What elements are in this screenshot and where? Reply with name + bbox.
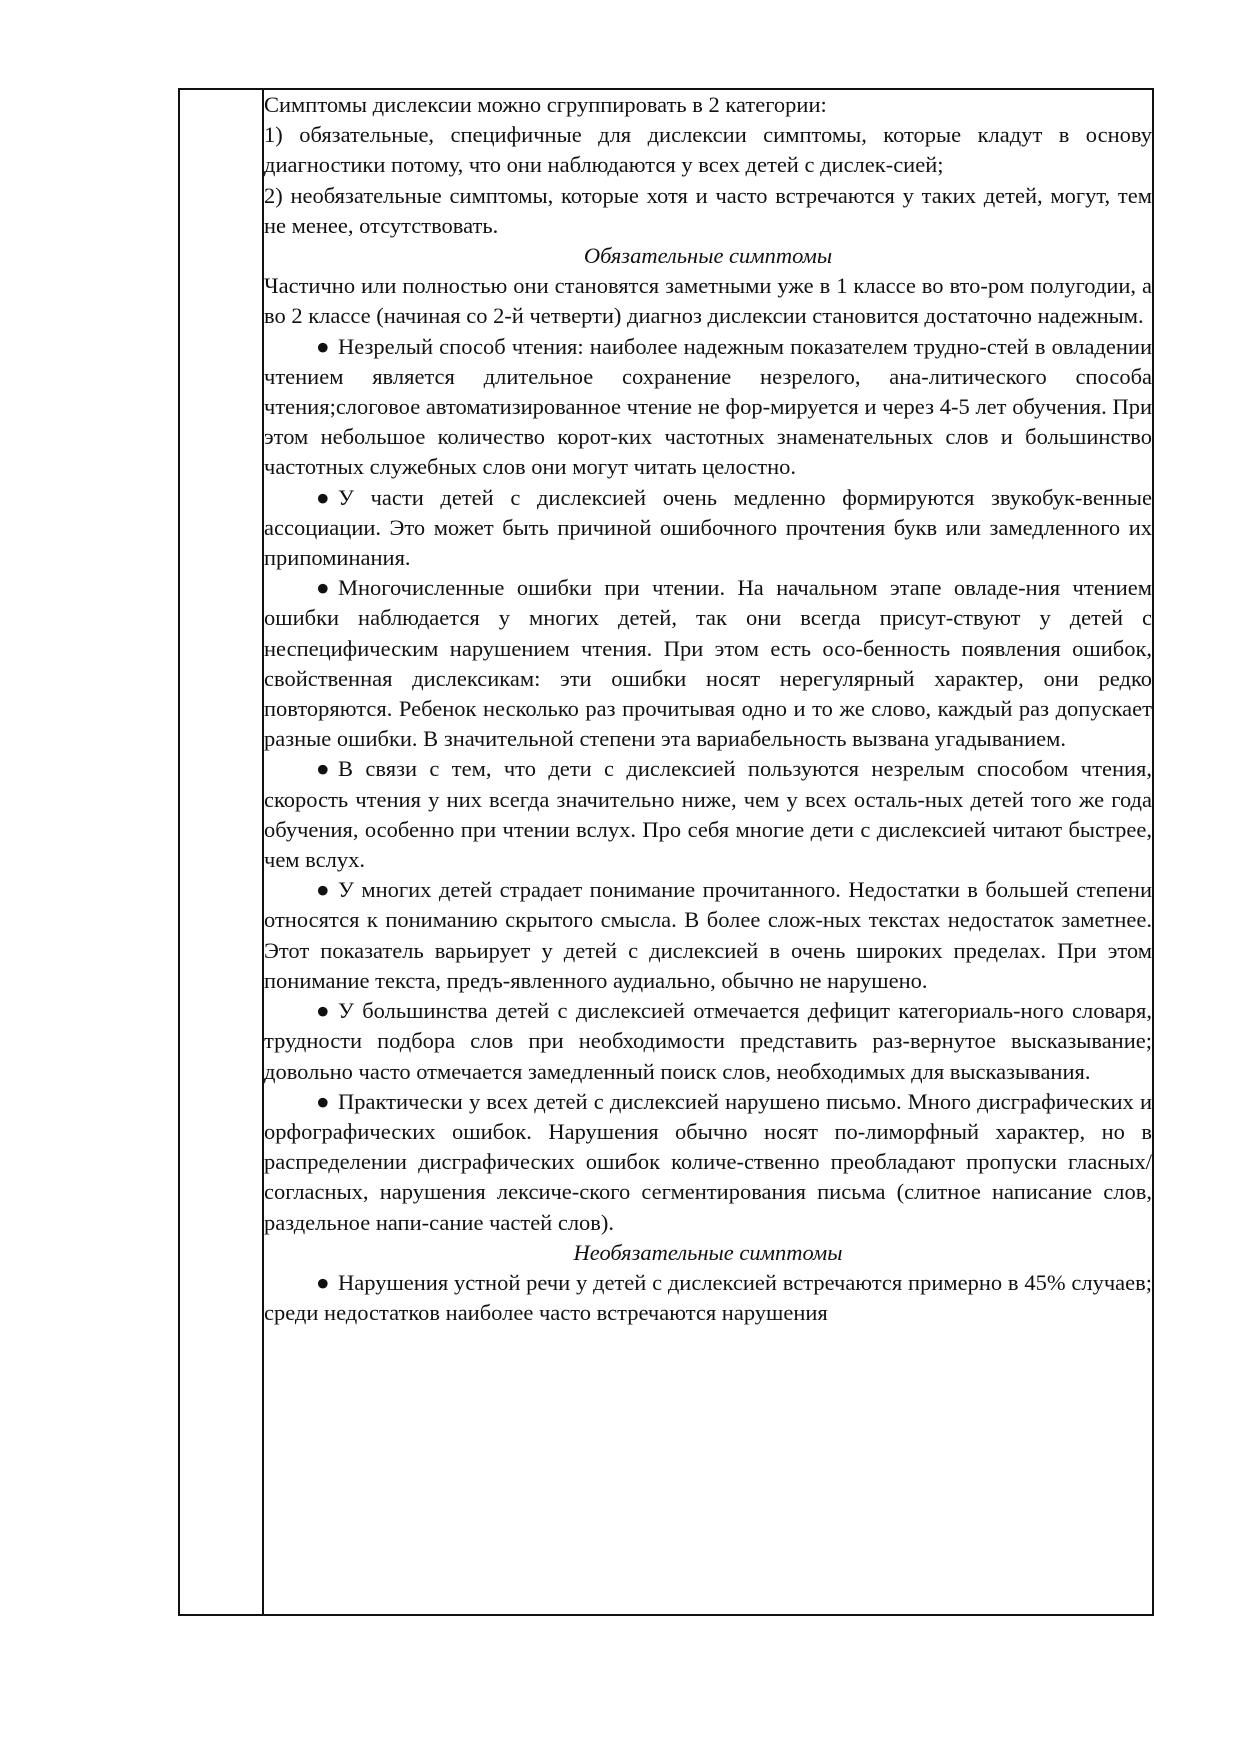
intro-line-1: Симптомы дислексии можно сгруппировать в 2 категории: [264,92,827,117]
list-item [264,754,1152,875]
list-item-text: У многих детей страдает понимание прочитанного. Недостатки в большей степени относятся к пониманию скрытого смысла. В более слож-ных текстах недостаток заметнее. Этот показатель варьирует у детей с дислексией в очень широких пределах. При этом понимание текста, предъ-явленного аудиально, обычно не нарушено. [264,877,1152,993]
document-body [264,90,1152,1328]
list-item [264,483,1152,574]
intro-line-2: 1) обязательные, специфичные для дислексии симптомы, которые кладут в основу диагностики потому, что они наблюдаются у всех детей с дислек-сией; [264,122,1152,178]
content-table [178,88,1154,1616]
bullet-icon: ● [316,756,330,782]
list-item [264,875,1152,996]
list-item-text: У большинства детей с дислексией отмечается дефицит категориаль-ного словаря, трудности подбора слов при необходимости представить раз-вернутое высказывание; довольно часто отмечается замедленный поиск слов, необходимых для высказывания. [264,998,1152,1084]
list-item [264,1087,1152,1238]
list-item-text: Нарушения устной речи у детей с дислексией встречаются примерно в 45% случаев; среди недостатков наиболее часто встречаются нарушения [264,1269,1152,1326]
list-item-text: Практически у всех детей с дислексией нарушено письмо. Много дисграфических и орфографических ошибок. Нарушения обычно носят по-лиморфный характер, но в распределении дисграфических ошибок количе-ственно преобладают пропуски гласных/согласных, нарушения лексиче-ского сегментирования письма (слитное написание слов, раздельное напи-сание частей слов). [264,1088,1152,1235]
list-item-text: У части детей с дислексией очень медленно формируются звукобук-венные ассоциации. Это может быть причиной ошибочного прочтения букв или замедленного их припоминания. [264,484,1152,571]
text-cell [263,89,1153,1615]
required-intro-paragraph: Частично или полностью они становятся заметными уже в 1 классе во вто-ром полугодии, а во 2 классе (начиная со 2-й четверти) диагноз дислексии становится достаточно надежным. [264,273,1152,329]
list-item [264,573,1152,754]
list-item [264,1268,1152,1328]
list-item-text: Незрелый способ чтения: наиболее надежным показателем трудно-стей в овладении чтением является длительное сохранение незрелого, ана-литического способа чтения;слоговое автоматизированное чтение не фор-мируется и через 4-5 лет обучения. При этом небольшое количество корот-ких частотных знаменательных слов и большинство частотных служебных слов они могут читать целостно. [264,333,1152,480]
bullet-icon: ● [316,998,330,1024]
bullet-icon: ● [316,333,330,359]
bullet-icon: ● [316,575,330,601]
section-heading-optional: Необязательные симптомы [573,1239,843,1265]
list-item [264,332,1152,483]
list-item-text: В связи с тем, что дети с дислексией пользуются незрелым способом чтения, скорость чтения у них всегда значительно ниже, чем у всех осталь-ных детей того же года обучения, особенно при чтении вслух. Про себя многие дети с дислексией читают быстрее, чем вслух. [264,756,1152,873]
bullet-icon: ● [316,484,330,510]
bullet-icon: ● [316,1088,330,1114]
list-item-text: Многочисленные ошибки при чтении. На начальном этапе овладе-ния чтением ошибки наблюдается у многих детей, так они всегда присут-ствуют у детей с неспецифическим нарушением чтения. При этом есть осо-бенность появления ошибок, свойственная дислексикам: эти ошибки носят нерегулярный характер, они редко повторяются. Ребенок несколько раз прочитывая одно и то же слово, каждый раз допускает разные ошибки. В значительной степени эта вариабельность вызвана угадыванием. [264,575,1152,752]
bullet-icon: ● [316,877,330,903]
intro-line-3: 2) необязательные симптомы, которые хотя и часто встречаются у таких детей, могут, тем не менее, отсутствовать. [264,182,1152,238]
empty-left-column [179,89,263,1615]
list-item [264,996,1152,1087]
bullet-icon: ● [316,1269,330,1295]
section-heading-required: Обязательные симптомы [583,243,833,269]
